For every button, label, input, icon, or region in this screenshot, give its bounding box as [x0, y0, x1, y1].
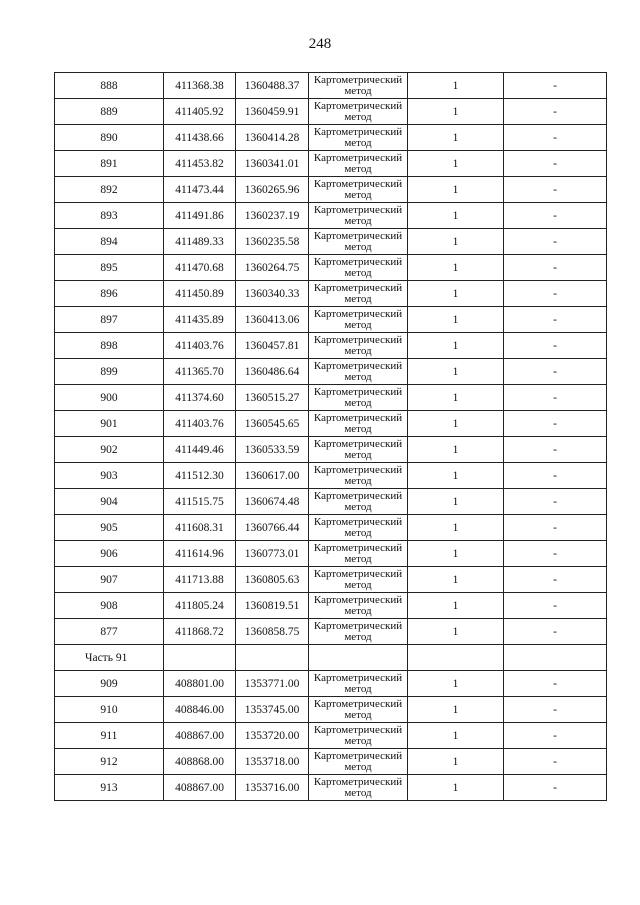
point-number-cell: 902 — [55, 437, 164, 463]
note-cell: - — [504, 437, 607, 463]
empty-cell — [236, 645, 309, 671]
y-coordinate-cell: 1353716.00 — [236, 775, 309, 801]
note-cell: - — [504, 229, 607, 255]
x-coordinate-cell: 411470.68 — [164, 255, 236, 281]
x-coordinate-cell: 411403.76 — [164, 333, 236, 359]
x-coordinate-cell: 411473.44 — [164, 177, 236, 203]
accuracy-cell: 1 — [408, 541, 504, 567]
table-row — [55, 723, 607, 749]
method-cell: Картометрический метод — [309, 411, 408, 437]
point-number-cell: 912 — [55, 749, 164, 775]
table-row — [55, 411, 607, 437]
point-number-cell: 893 — [55, 203, 164, 229]
accuracy-cell: 1 — [408, 203, 504, 229]
y-coordinate-cell: 1360488.37 — [236, 73, 309, 99]
table-row — [55, 619, 607, 645]
y-coordinate-cell: 1360545.65 — [236, 411, 309, 437]
point-number-cell: 913 — [55, 775, 164, 801]
point-number-cell: 910 — [55, 697, 164, 723]
x-coordinate-cell: 408867.00 — [164, 775, 236, 801]
note-cell: - — [504, 411, 607, 437]
note-cell: - — [504, 567, 607, 593]
y-coordinate-cell: 1360533.59 — [236, 437, 309, 463]
table-row — [55, 307, 607, 333]
method-cell: Картометрический метод — [309, 281, 408, 307]
section-label: Часть 91 — [55, 645, 164, 671]
point-number-cell: 908 — [55, 593, 164, 619]
x-coordinate-cell: 411374.60 — [164, 385, 236, 411]
x-coordinate-cell: 408868.00 — [164, 749, 236, 775]
y-coordinate-cell: 1360237.19 — [236, 203, 309, 229]
table-row — [55, 541, 607, 567]
table-row — [55, 671, 607, 697]
table-row — [55, 229, 607, 255]
coordinates-table — [54, 72, 607, 801]
method-cell: Картометрический метод — [309, 359, 408, 385]
note-cell: - — [504, 125, 607, 151]
x-coordinate-cell: 411489.33 — [164, 229, 236, 255]
x-coordinate-cell: 411368.38 — [164, 73, 236, 99]
x-coordinate-cell: 411614.96 — [164, 541, 236, 567]
method-cell: Картометрический метод — [309, 385, 408, 411]
point-number-cell: 901 — [55, 411, 164, 437]
x-coordinate-cell: 411608.31 — [164, 515, 236, 541]
x-coordinate-cell: 411512.30 — [164, 463, 236, 489]
accuracy-cell: 1 — [408, 281, 504, 307]
table-row — [55, 203, 607, 229]
method-cell: Картометрический метод — [309, 463, 408, 489]
note-cell: - — [504, 775, 607, 801]
x-coordinate-cell: 411403.76 — [164, 411, 236, 437]
y-coordinate-cell: 1353720.00 — [236, 723, 309, 749]
point-number-cell: 898 — [55, 333, 164, 359]
method-cell: Картометрический метод — [309, 177, 408, 203]
method-cell: Картометрический метод — [309, 307, 408, 333]
y-coordinate-cell: 1353771.00 — [236, 671, 309, 697]
y-coordinate-cell: 1360414.28 — [236, 125, 309, 151]
note-cell: - — [504, 697, 607, 723]
table-row — [55, 463, 607, 489]
table-row — [55, 437, 607, 463]
point-number-cell: 896 — [55, 281, 164, 307]
accuracy-cell: 1 — [408, 151, 504, 177]
y-coordinate-cell: 1353718.00 — [236, 749, 309, 775]
coordinates-table-body — [55, 73, 607, 801]
y-coordinate-cell: 1360805.63 — [236, 567, 309, 593]
note-cell: - — [504, 99, 607, 125]
note-cell: - — [504, 73, 607, 99]
point-number-cell: 895 — [55, 255, 164, 281]
note-cell: - — [504, 255, 607, 281]
method-cell: Картометрический метод — [309, 151, 408, 177]
x-coordinate-cell: 411438.66 — [164, 125, 236, 151]
x-coordinate-cell: 411450.89 — [164, 281, 236, 307]
y-coordinate-cell: 1360341.01 — [236, 151, 309, 177]
page-number: 248 — [308, 36, 332, 52]
point-number-cell: 877 — [55, 619, 164, 645]
point-number-cell: 903 — [55, 463, 164, 489]
method-cell: Картометрический метод — [309, 333, 408, 359]
method-cell: Картометрический метод — [309, 723, 408, 749]
x-coordinate-cell: 408867.00 — [164, 723, 236, 749]
method-cell: Картометрический метод — [309, 229, 408, 255]
table-row — [55, 567, 607, 593]
point-number-cell: 890 — [55, 125, 164, 151]
accuracy-cell: 1 — [408, 307, 504, 333]
y-coordinate-cell: 1360819.51 — [236, 593, 309, 619]
note-cell: - — [504, 515, 607, 541]
point-number-cell: 911 — [55, 723, 164, 749]
method-cell: Картометрический метод — [309, 567, 408, 593]
accuracy-cell: 1 — [408, 697, 504, 723]
point-number-cell: 899 — [55, 359, 164, 385]
x-coordinate-cell: 408801.00 — [164, 671, 236, 697]
method-cell: Картометрический метод — [309, 437, 408, 463]
accuracy-cell: 1 — [408, 359, 504, 385]
accuracy-cell: 1 — [408, 489, 504, 515]
y-coordinate-cell: 1360766.44 — [236, 515, 309, 541]
point-number-cell: 905 — [55, 515, 164, 541]
x-coordinate-cell: 411435.89 — [164, 307, 236, 333]
x-coordinate-cell: 411868.72 — [164, 619, 236, 645]
method-cell: Картометрический метод — [309, 593, 408, 619]
note-cell: - — [504, 333, 607, 359]
accuracy-cell: 1 — [408, 775, 504, 801]
table-row — [55, 73, 607, 99]
note-cell: - — [504, 749, 607, 775]
point-number-cell: 892 — [55, 177, 164, 203]
point-number-cell: 909 — [55, 671, 164, 697]
method-cell: Картометрический метод — [309, 99, 408, 125]
empty-cell — [408, 645, 504, 671]
method-cell: Картометрический метод — [309, 73, 408, 99]
table-row — [55, 125, 607, 151]
table-row — [55, 593, 607, 619]
section-header-row — [55, 645, 607, 671]
method-cell: Картометрический метод — [309, 749, 408, 775]
y-coordinate-cell: 1360235.58 — [236, 229, 309, 255]
accuracy-cell: 1 — [408, 73, 504, 99]
table-row — [55, 359, 607, 385]
table-row — [55, 177, 607, 203]
method-cell: Картометрический метод — [309, 125, 408, 151]
x-coordinate-cell: 411365.70 — [164, 359, 236, 385]
x-coordinate-cell: 411491.86 — [164, 203, 236, 229]
note-cell: - — [504, 359, 607, 385]
y-coordinate-cell: 1353745.00 — [236, 697, 309, 723]
note-cell: - — [504, 671, 607, 697]
table-row — [55, 333, 607, 359]
note-cell: - — [504, 593, 607, 619]
table-row — [55, 99, 607, 125]
y-coordinate-cell: 1360486.64 — [236, 359, 309, 385]
point-number-cell: 906 — [55, 541, 164, 567]
x-coordinate-cell: 408846.00 — [164, 697, 236, 723]
accuracy-cell: 1 — [408, 515, 504, 541]
method-cell: Картометрический метод — [309, 255, 408, 281]
y-coordinate-cell: 1360265.96 — [236, 177, 309, 203]
accuracy-cell: 1 — [408, 437, 504, 463]
accuracy-cell: 1 — [408, 333, 504, 359]
accuracy-cell: 1 — [408, 229, 504, 255]
point-number-cell: 907 — [55, 567, 164, 593]
point-number-cell: 889 — [55, 99, 164, 125]
accuracy-cell: 1 — [408, 411, 504, 437]
x-coordinate-cell: 411515.75 — [164, 489, 236, 515]
method-cell: Картометрический метод — [309, 489, 408, 515]
accuracy-cell: 1 — [408, 749, 504, 775]
point-number-cell: 891 — [55, 151, 164, 177]
accuracy-cell: 1 — [408, 723, 504, 749]
accuracy-cell: 1 — [408, 619, 504, 645]
empty-cell — [164, 645, 236, 671]
table-row — [55, 775, 607, 801]
x-coordinate-cell: 411453.82 — [164, 151, 236, 177]
method-cell: Картометрический метод — [309, 541, 408, 567]
note-cell: - — [504, 541, 607, 567]
y-coordinate-cell: 1360858.75 — [236, 619, 309, 645]
accuracy-cell: 1 — [408, 255, 504, 281]
accuracy-cell: 1 — [408, 385, 504, 411]
method-cell: Картометрический метод — [309, 697, 408, 723]
note-cell: - — [504, 385, 607, 411]
accuracy-cell: 1 — [408, 177, 504, 203]
x-coordinate-cell: 411405.92 — [164, 99, 236, 125]
y-coordinate-cell: 1360413.06 — [236, 307, 309, 333]
table-row — [55, 515, 607, 541]
empty-cell — [309, 645, 408, 671]
note-cell: - — [504, 463, 607, 489]
method-cell: Картометрический метод — [309, 203, 408, 229]
point-number-cell: 904 — [55, 489, 164, 515]
table-row — [55, 385, 607, 411]
table-row — [55, 151, 607, 177]
y-coordinate-cell: 1360515.27 — [236, 385, 309, 411]
note-cell: - — [504, 723, 607, 749]
y-coordinate-cell: 1360674.48 — [236, 489, 309, 515]
accuracy-cell: 1 — [408, 463, 504, 489]
y-coordinate-cell: 1360340.33 — [236, 281, 309, 307]
y-coordinate-cell: 1360457.81 — [236, 333, 309, 359]
y-coordinate-cell: 1360773.01 — [236, 541, 309, 567]
table-row — [55, 489, 607, 515]
accuracy-cell: 1 — [408, 671, 504, 697]
point-number-cell: 894 — [55, 229, 164, 255]
x-coordinate-cell: 411805.24 — [164, 593, 236, 619]
note-cell: - — [504, 151, 607, 177]
y-coordinate-cell: 1360459.91 — [236, 99, 309, 125]
y-coordinate-cell: 1360264.75 — [236, 255, 309, 281]
table-row — [55, 749, 607, 775]
table-row — [55, 281, 607, 307]
point-number-cell: 897 — [55, 307, 164, 333]
point-number-cell: 900 — [55, 385, 164, 411]
empty-cell — [504, 645, 607, 671]
method-cell: Картометрический метод — [309, 619, 408, 645]
note-cell: - — [504, 307, 607, 333]
y-coordinate-cell: 1360617.00 — [236, 463, 309, 489]
method-cell: Картометрический метод — [309, 671, 408, 697]
accuracy-cell: 1 — [408, 593, 504, 619]
note-cell: - — [504, 203, 607, 229]
point-number-cell: 888 — [55, 73, 164, 99]
accuracy-cell: 1 — [408, 567, 504, 593]
note-cell: - — [504, 281, 607, 307]
note-cell: - — [504, 177, 607, 203]
method-cell: Картометрический метод — [309, 515, 408, 541]
x-coordinate-cell: 411713.88 — [164, 567, 236, 593]
accuracy-cell: 1 — [408, 125, 504, 151]
table-row — [55, 697, 607, 723]
accuracy-cell: 1 — [408, 99, 504, 125]
note-cell: - — [504, 489, 607, 515]
method-cell: Картометрический метод — [309, 775, 408, 801]
table-row — [55, 255, 607, 281]
note-cell: - — [504, 619, 607, 645]
x-coordinate-cell: 411449.46 — [164, 437, 236, 463]
